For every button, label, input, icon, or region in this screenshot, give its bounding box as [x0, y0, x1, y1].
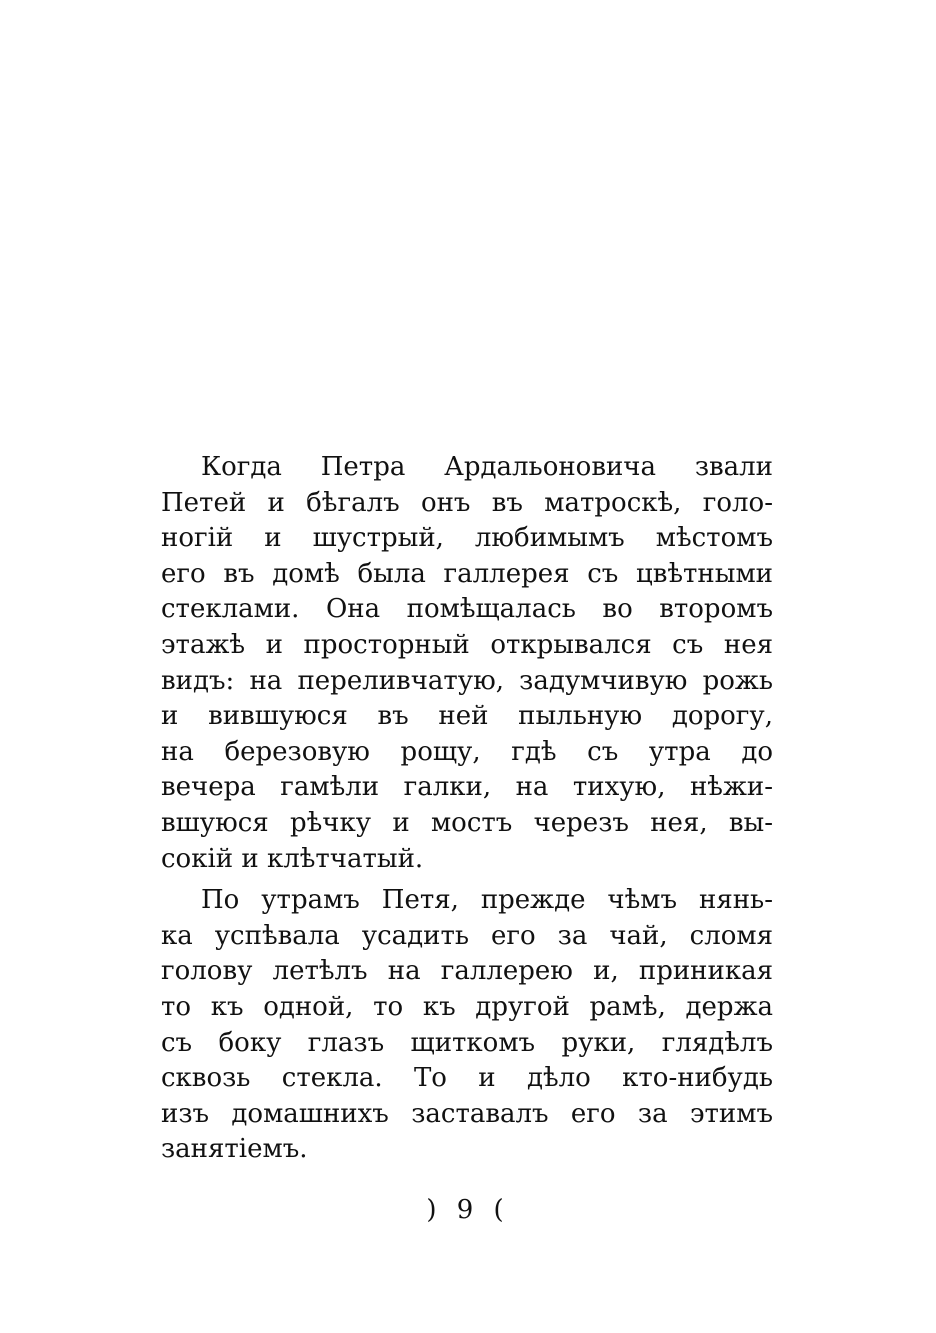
text-line: видъ: на переливчатую, задумчивую рожь: [161, 665, 773, 696]
text-line: съ боку глазъ щиткомъ руки, глядѣлъ: [161, 1027, 773, 1058]
paragraph-2: [161, 883, 773, 1168]
text-line: занятіемъ.: [161, 1134, 308, 1165]
body-text: [161, 450, 773, 1168]
text-line: вечера гамѣли галки, на тихую, нѣжи-: [161, 772, 773, 803]
text-line: Когда Петра Ардальоновича звали: [201, 452, 773, 482]
text-line: голову летѣлъ на галлерею и, приникая: [161, 956, 773, 987]
text-line: его въ домѣ была галлерея съ цвѣтными: [161, 558, 773, 589]
text-line: Петей и бѣгалъ онъ въ матроскѣ, голо-: [161, 487, 773, 518]
paragraph-1: [161, 450, 773, 877]
text-line: то къ одной, то къ другой рамѣ, держа: [161, 991, 773, 1022]
text-line: сокій и клѣтчатый.: [161, 843, 424, 874]
text-line: сквозь стекла. То и дѣло кто-нибудь: [161, 1063, 773, 1094]
text-line: По утрамъ Петя, прежде чѣмъ нянь-: [201, 885, 773, 916]
text-line: этажѣ и просторный открывался съ нея: [161, 629, 773, 660]
text-line: вшуюся рѣчку и мостъ черезъ нея, вы-: [161, 807, 773, 838]
page-number: ) 9 (: [426, 1195, 510, 1225]
text-line: ка успѣвала усадить его за чай, сломя: [161, 920, 773, 951]
text-line: изъ домашнихъ заставалъ его за этимъ: [161, 1098, 773, 1129]
text-line: на березовую рощу, гдѣ съ утра до: [161, 736, 773, 767]
text-line: стеклами. Она помѣщалась во второмъ: [161, 594, 773, 625]
text-line: ногій и шустрый, любимымъ мѣстомъ: [161, 523, 773, 554]
text-line: и вившуюся въ ней пыльную дорогу,: [161, 701, 773, 732]
